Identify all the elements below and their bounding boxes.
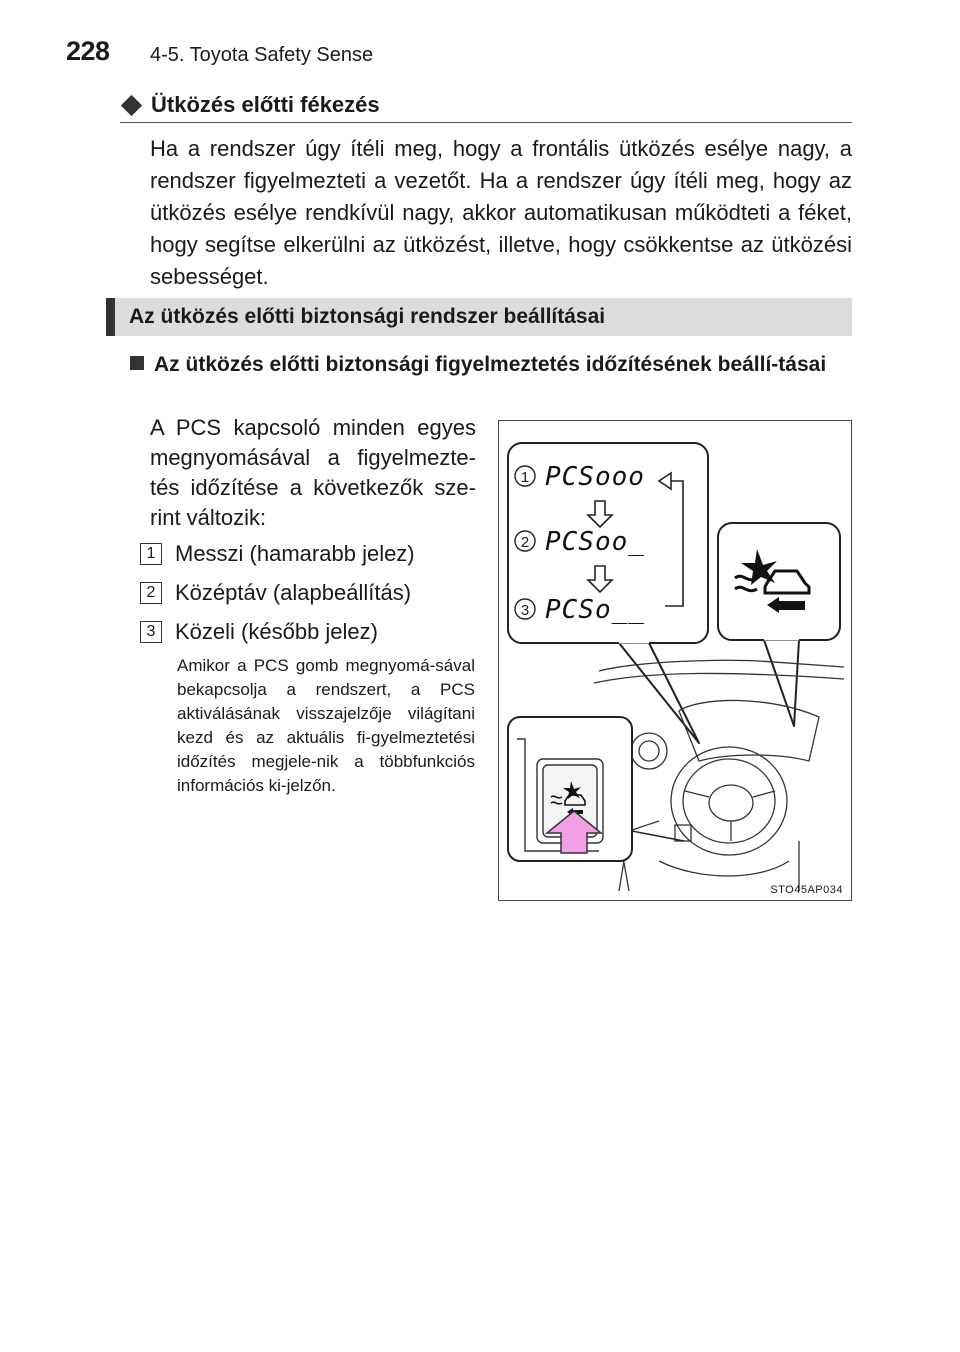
item-number-badge: 1 bbox=[140, 543, 162, 565]
subsection-body: A PCS kapcsoló minden egyes megnyomásával a figyelmezte-tés időzítése a következők sze-rint változik: bbox=[150, 415, 476, 530]
display-num-3: 3 bbox=[520, 602, 530, 619]
subsection-heading-text: Az ütközés előtti biztonsági figyelmeztetés időzítésének beállí-tásai bbox=[154, 353, 827, 376]
page-number: 228 bbox=[66, 36, 110, 66]
square-bullet-icon bbox=[130, 356, 144, 370]
item-label: Közeli (később jelez) bbox=[175, 619, 378, 644]
inset-leader-line bbox=[632, 831, 684, 841]
settings-band-text: Az ütközés előtti biztonsági rendszer beállításai bbox=[129, 305, 606, 328]
subsection-heading bbox=[130, 349, 852, 381]
chapter-title: 4-5. Toyota Safety Sense bbox=[150, 44, 374, 66]
list-item bbox=[140, 580, 411, 606]
pcs-switch-figure bbox=[498, 420, 852, 901]
settings-band-heading bbox=[106, 298, 852, 336]
diamond-bullet-icon bbox=[121, 94, 142, 115]
item-label: Messzi (hamarabb jelez) bbox=[175, 541, 415, 566]
list-item bbox=[140, 541, 415, 567]
figure-illustration bbox=[499, 421, 853, 902]
item-number-badge: 2 bbox=[140, 582, 162, 604]
section-heading bbox=[120, 88, 852, 123]
indicator-bubble bbox=[718, 523, 840, 726]
section-heading-text: Ütközés előtti fékezés bbox=[151, 92, 380, 117]
section-paragraph: Ha a rendszer úgy ítéli meg, hogy a frontális ütközés esélye nagy, a rendszer figyelmezteti a vezetőt. Ha a rendszer úgy ítéli meg, hogy az ütközés esélye rendkívül nagy, akkor automatikusan működteti a féket, hogy segítse elkerülni az ütközést, illetve, hogy csökkentse az ütközési sebességet. bbox=[150, 136, 852, 289]
note-text: Amikor a PCS gomb megnyomá-sával bekapcsolja a rendszert, a PCS aktiválásának visszajelzője világítani kezd és az aktuális fi-gyelmeztetési időzítés megjele-nik a többfunkciós információs ki-jelzőn. bbox=[177, 656, 475, 795]
list-item bbox=[140, 619, 378, 645]
display-label-1: PCSooo bbox=[545, 462, 645, 492]
item-label: Középtáv (alapbeállítás) bbox=[175, 580, 412, 605]
figure-code: STO45AP034 bbox=[770, 884, 843, 896]
display-label-2: PCSoo_ bbox=[545, 527, 645, 557]
item-number-badge: 3 bbox=[140, 621, 162, 643]
display-num-2: 2 bbox=[520, 534, 530, 551]
display-num-1: 1 bbox=[520, 469, 530, 486]
display-label-3: PCSo__ bbox=[545, 595, 645, 625]
